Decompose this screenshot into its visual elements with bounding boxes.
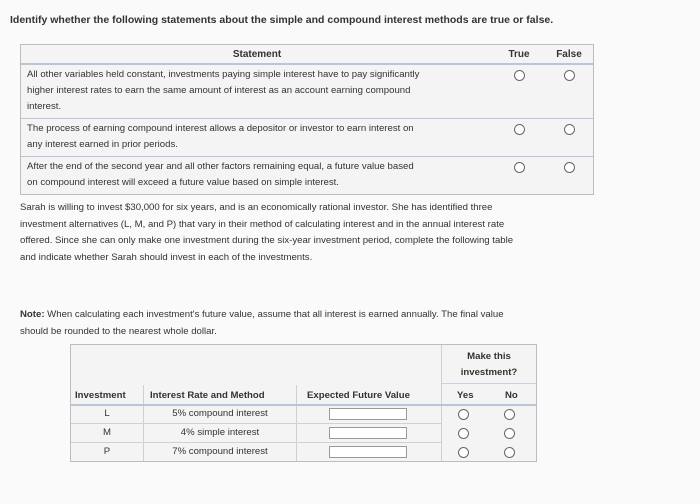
paragraph-line: and indicate whether Sarah should invest in each of the investments.	[20, 251, 313, 263]
future-value-input-m[interactable]	[329, 427, 407, 439]
col-header-yes: Yes	[457, 390, 474, 401]
statement-line: After the end of the second year and all other factors remaining equal, a future value based	[27, 161, 414, 172]
paragraph-line: Sarah is willing to invest $30,000 for six years, and is an economically rational investor. She has identified three	[20, 202, 493, 213]
note-paragraph	[20, 307, 600, 340]
statement-1-true-radio[interactable]	[514, 70, 525, 81]
statement-line: higher interest rates to earn the same amount of interest as an account earning compound	[27, 85, 411, 96]
col-header-statement: Statement	[232, 48, 282, 60]
statement-line: The process of earning compound interest allows a depositor or investor to earn interest on	[27, 123, 414, 134]
statement-2-false-radio[interactable]	[564, 124, 575, 135]
invest-m-yes-radio[interactable]	[458, 428, 469, 439]
statements-table	[20, 44, 594, 195]
make-investment-header-line1: Make this	[467, 351, 511, 362]
investment-table	[70, 344, 537, 462]
rate-method-m: 4% simple interest	[180, 427, 260, 438]
row-divider	[71, 423, 441, 424]
row-divider	[71, 442, 441, 443]
statement-row-1	[21, 65, 593, 119]
statement-row-3	[21, 157, 593, 194]
statement-1-false-radio[interactable]	[564, 70, 575, 81]
header-divider	[442, 383, 536, 384]
paragraph-line: investment alternatives (L, M, and P) that vary in their method of calculating interest and in the annual interest rate	[20, 218, 505, 230]
statement-line: on compound interest will exceed a future value based on simple interest.	[27, 177, 339, 188]
col-header-true: True	[508, 48, 530, 60]
col-header-false: False	[556, 48, 582, 60]
statement-text	[21, 119, 493, 156]
rate-method-p: 7% compound interest	[172, 446, 268, 457]
question-heading: Identify whether the following statements about the simple and compound interest methods are true or false.	[10, 14, 554, 26]
statement-3-true-radio[interactable]	[514, 162, 525, 173]
statement-text	[21, 65, 493, 118]
statement-line: All other variables held constant, investments paying simple interest have to pay significantly	[27, 69, 420, 80]
invest-p-no-radio[interactable]	[504, 447, 515, 458]
investment-label-m: M	[103, 427, 111, 438]
note-label: Note:	[20, 309, 45, 320]
make-investment-header-line2: investment?	[460, 367, 518, 378]
paragraph-line: offered. Since she can only make one investment during the six-year investment period, complete the following table	[20, 235, 514, 246]
statement-row-2	[21, 119, 593, 157]
invest-l-no-radio[interactable]	[504, 409, 515, 420]
header-bottom-rule	[71, 404, 536, 406]
invest-m-no-radio[interactable]	[504, 428, 515, 439]
rate-method-l: 5% compound interest	[172, 408, 268, 419]
statement-line: interest.	[27, 101, 62, 112]
future-value-input-p[interactable]	[329, 446, 407, 458]
col-header-rate-method: Interest Rate and Method	[150, 390, 265, 401]
statement-line: any interest earned in prior periods.	[27, 139, 178, 150]
note-text-continued: should be rounded to the nearest whole dollar.	[20, 325, 217, 337]
note-text: When calculating each investment's future value, assume that all interest is earned annually. The final value	[44, 309, 504, 320]
statement-text	[21, 157, 493, 194]
statements-table-header	[21, 45, 593, 65]
investment-label-p: P	[103, 446, 111, 457]
invest-p-yes-radio[interactable]	[458, 447, 469, 458]
col-header-future-value: Expected Future Value	[307, 390, 410, 401]
invest-l-yes-radio[interactable]	[458, 409, 469, 420]
investment-label-l: L	[104, 408, 110, 419]
col-header-no: No	[505, 390, 518, 401]
scenario-paragraph	[20, 200, 600, 266]
col-header-investment: Investment	[75, 390, 126, 401]
future-value-input-l[interactable]	[329, 408, 407, 420]
statement-3-false-radio[interactable]	[564, 162, 575, 173]
statement-2-true-radio[interactable]	[514, 124, 525, 135]
